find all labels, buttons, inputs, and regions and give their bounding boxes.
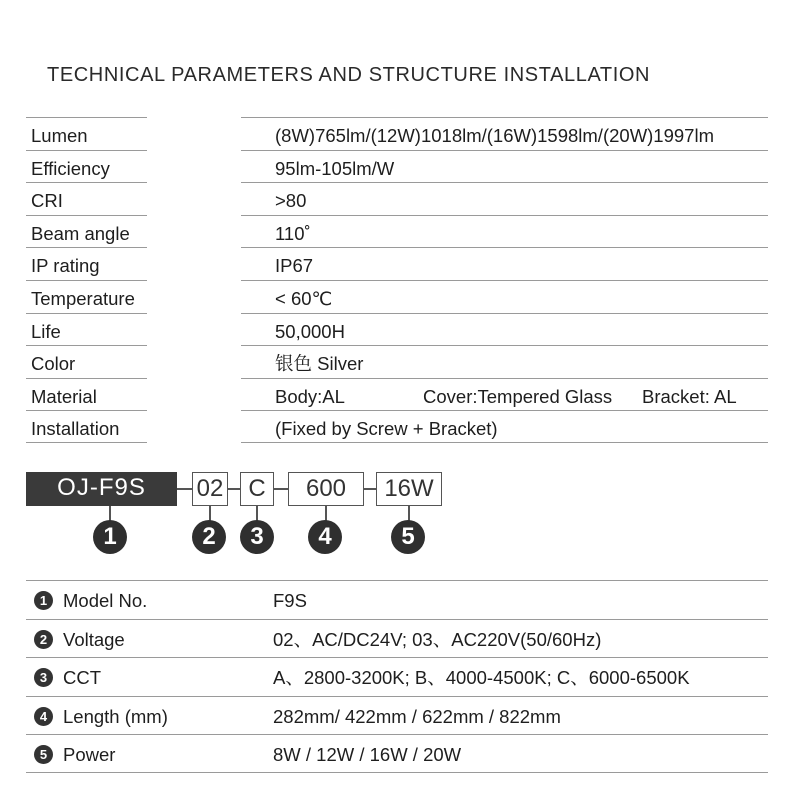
spec-label: CRI — [26, 182, 147, 215]
spec-label: Life — [26, 313, 147, 346]
spec-label: Lumen — [26, 117, 147, 150]
spec-value: 50,000H — [241, 313, 768, 346]
code-connector — [274, 488, 288, 490]
spec-label: Beam angle — [26, 215, 147, 248]
code-connector — [228, 488, 240, 490]
legend-row-model — [26, 580, 768, 619]
spec-value: 110˚ — [241, 215, 768, 248]
legend-value: 02、AC/DC24V; 03、AC220V(50/60Hz) — [273, 628, 602, 650]
legend-label: CCT — [63, 667, 102, 688]
spec-value: < 60℃ — [241, 280, 768, 313]
legend-value: 282mm/ 422mm / 622mm / 822mm — [273, 705, 561, 727]
code-length: 600 — [288, 472, 364, 506]
material-cover: Cover:Tempered Glass — [423, 385, 613, 407]
spec-value: IP67 — [241, 247, 768, 280]
legend-row-length — [26, 696, 768, 735]
code-legend-table — [26, 580, 768, 773]
legend-row-voltage — [26, 619, 768, 658]
spec-row-ip-rating — [26, 247, 768, 280]
marker-4: 4 — [308, 520, 342, 554]
spec-value — [241, 378, 768, 411]
page-title: TECHNICAL PARAMETERS AND STRUCTURE INSTALLATION — [47, 64, 651, 86]
spec-table — [26, 117, 768, 443]
spec-label: Temperature — [26, 280, 147, 313]
marker-2: 2 — [192, 520, 226, 554]
material-body: Body:AL — [275, 385, 345, 407]
code-model: OJ-F9S — [26, 472, 177, 506]
marker-5: 5 — [391, 520, 425, 554]
legend-value: 8W / 12W / 16W / 20W — [273, 744, 462, 765]
marker-1: 1 — [93, 520, 127, 554]
spec-row-cri — [26, 182, 768, 215]
spec-label: Color — [26, 345, 147, 378]
legend-label: Length (mm) — [63, 705, 168, 727]
spec-row-material — [26, 378, 768, 411]
spec-row-lumen — [26, 117, 768, 150]
spec-label: Efficiency — [26, 150, 147, 183]
spec-value: >80 — [241, 182, 768, 215]
legend-label: Voltage — [63, 628, 125, 650]
legend-label: Power — [63, 744, 116, 765]
legend-number: 5 — [34, 745, 53, 764]
code-connector — [177, 488, 192, 490]
spec-label: Material — [26, 378, 147, 411]
legend-row-power — [26, 734, 768, 773]
spec-row-color — [26, 345, 768, 378]
legend-number: 2 — [34, 630, 53, 649]
code-power: 16W — [376, 472, 442, 506]
spec-value: (8W)765lm/(12W)1018lm/(16W)1598lm/(20W)1997lm — [241, 117, 768, 150]
legend-row-cct — [26, 657, 768, 696]
spec-label: Installation — [26, 410, 147, 443]
spec-value: (Fixed by Screw + Bracket) — [241, 410, 768, 443]
code-voltage: 02 — [192, 472, 228, 506]
spec-row-efficiency — [26, 150, 768, 183]
legend-label: Model No. — [63, 590, 148, 611]
code-connector — [364, 488, 376, 490]
spec-label: IP rating — [26, 247, 147, 280]
spec-value: 银色 Silver — [241, 345, 768, 378]
spec-row-installation — [26, 410, 768, 443]
marker-3: 3 — [240, 520, 274, 554]
spec-row-beam-angle — [26, 215, 768, 248]
legend-value: A、2800-3200K; B、4000-4500K; C、6000-6500K — [273, 667, 690, 688]
legend-number: 3 — [34, 668, 53, 687]
spec-row-temperature — [26, 280, 768, 313]
legend-number: 1 — [34, 591, 53, 610]
material-bracket: Bracket: AL — [642, 385, 737, 407]
legend-value: F9S — [273, 590, 307, 611]
spec-value: 95lm-105lm/W — [241, 150, 768, 183]
code-cct: C — [240, 472, 274, 506]
legend-number: 4 — [34, 707, 53, 726]
spec-row-life — [26, 313, 768, 346]
